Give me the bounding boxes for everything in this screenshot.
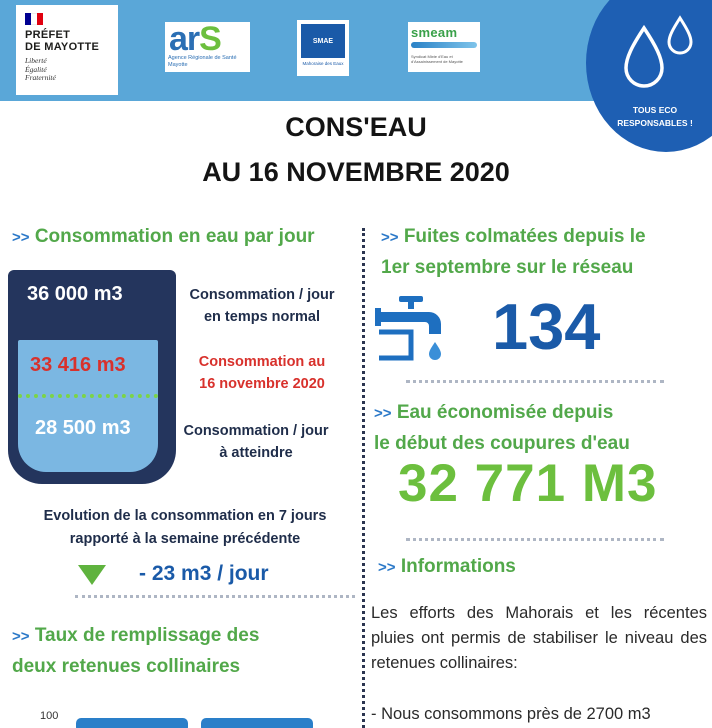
eau-economisee-value: 32 771 M3 [398,454,658,513]
informations-heading-text: Informations [400,556,516,577]
smae-word: SMAE [301,24,345,58]
informations-paragraph: Les efforts des Mahorais et les récentes pluies ont permis de stabiliser le niveau des retenues collinaires: [371,604,707,672]
ars-word: ar [169,20,200,58]
informations-heading [378,552,578,583]
taux-heading [12,621,352,682]
informations-bullet: - Nous consommons près de 2700 m3 [371,705,651,723]
separator-right-2 [406,538,664,541]
ars-s: S [199,20,221,58]
evolution-text: Evolution de la consommation en 7 jours rapporté à la semaine précédente [43,508,327,547]
fuites-heading-text: Fuites colmatées depuis le 1er septembre sur le réseau [381,226,646,278]
smeam-subtitle: Syndicat Mixte d'Eau et d'Assainissement de Mayotte [411,54,463,64]
eau-economisee-heading [374,398,704,459]
label-current: Consommation au 16 novembre 2020 [198,354,326,392]
taux-heading-text: Taux de remplissage des deux retenues collinaires [12,625,260,677]
ars-logo [165,22,250,72]
value-normal: 36 000 m3 [27,283,123,305]
prefet-mayotte-logo [16,5,118,95]
fuites-heading [381,222,701,283]
taux-chart [0,704,362,728]
consommation-arrow: >> [12,229,30,246]
french-flag-icon [25,13,43,25]
water-drops-icon [620,14,700,94]
prefet-title: PRÉFET DE MAYOTTE [25,29,100,53]
eco-badge-text: TOUS ECO RESPONSABLES ! [617,105,693,128]
fuites-value: 134 [492,290,601,363]
fuites-arrow: >> [381,229,399,246]
eau-economisee-arrow: >> [374,405,392,422]
evolution-value: - 23 m3 / jour [139,562,269,585]
label-target: Consommation / jour à atteindre [183,423,329,461]
smeam-logo [408,22,480,72]
target-level-line [18,394,158,398]
smeam-wave-icon [411,42,477,48]
chart-bar [76,718,188,728]
chart-bar [201,718,313,728]
label-normal: Consommation / jour en temps normal [189,287,335,325]
page-title-line1: CONS'EAU [285,112,427,142]
taux-arrow: >> [12,628,30,645]
prefet-motto: Liberté Égalité Fraternité [25,56,56,82]
ars-subtitle: Agence Régionale de Santé Mayotte [168,55,237,68]
smae-logo [297,20,349,76]
down-triangle-icon [78,565,106,585]
consommation-heading-text: Consommation en eau par jour [34,226,315,247]
informations-arrow: >> [378,559,396,576]
y-tick-label: 100 [40,710,59,722]
smae-subtitle: Mahoraise des Eaux [302,61,344,66]
consommation-heading [12,222,362,253]
eau-economisee-heading-text: Eau économisée depuis le début des coupures d'eau [374,402,630,454]
value-current: 33 416 m3 [30,354,126,376]
smeam-word: smeam [411,25,458,40]
faucet-icon [375,292,447,364]
column-divider [362,228,365,728]
page-title-line2: AU 16 NOVEMBRE 2020 [202,157,510,187]
separator-left [75,595,355,598]
value-target: 28 500 m3 [35,417,131,439]
separator-right-1 [406,380,664,383]
